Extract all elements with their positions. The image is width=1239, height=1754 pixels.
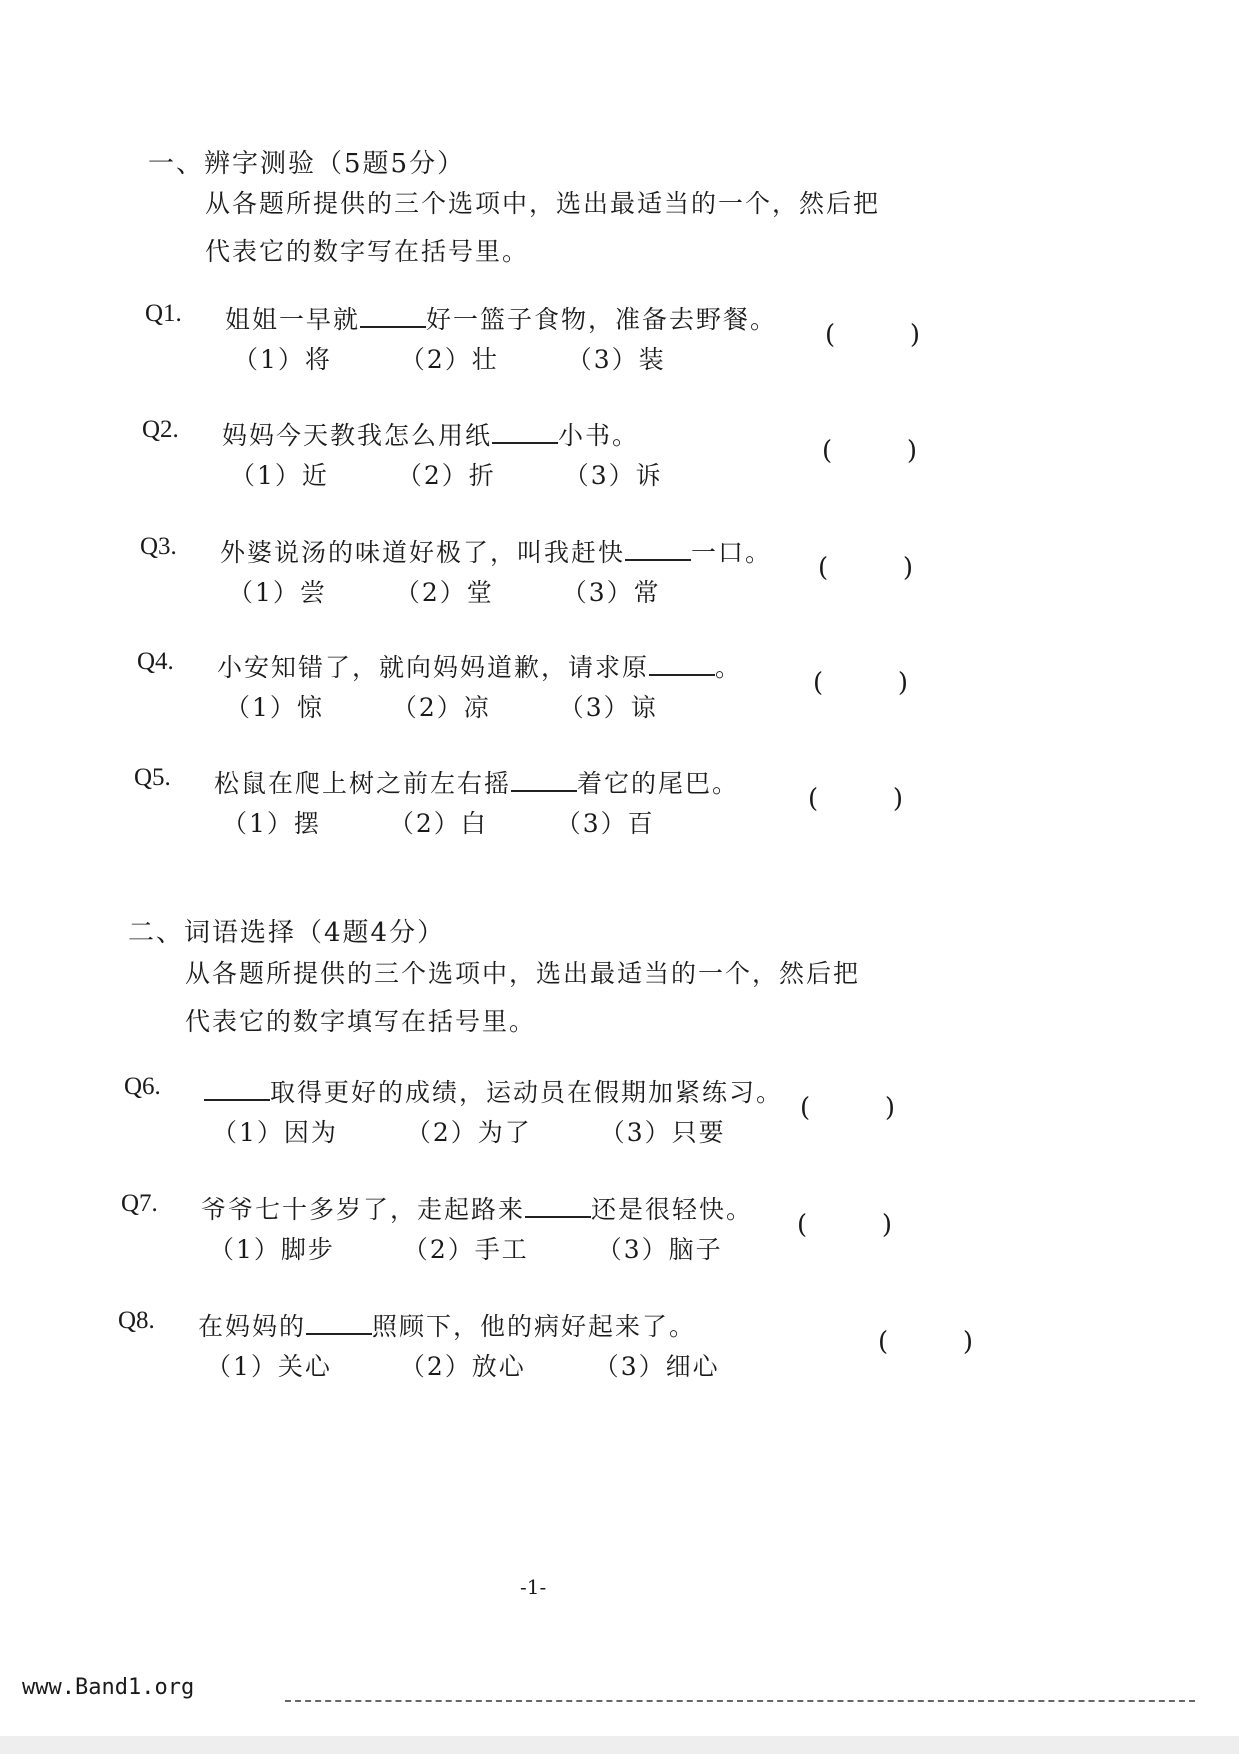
answer-parentheses[interactable]: ( ) — [822, 436, 917, 466]
option: （2）手工 — [402, 1235, 529, 1264]
scan-edge — [0, 1736, 1239, 1754]
answer-blank — [204, 1077, 270, 1101]
answer-parentheses[interactable]: ( ) — [808, 784, 903, 814]
option: （3）诉 — [563, 461, 663, 490]
option: （2）凉 — [391, 693, 491, 722]
question-q1 — [145, 300, 1045, 390]
option: （2）白 — [388, 809, 488, 838]
options — [212, 1113, 786, 1149]
option: （1）关心 — [206, 1352, 332, 1381]
question-number: Q8. — [118, 1307, 155, 1334]
question-q6 — [124, 1073, 1024, 1163]
question-number: Q1. — [145, 300, 182, 327]
option: （2）堂 — [394, 578, 494, 607]
option: （3）谅 — [558, 693, 658, 722]
answer-parentheses[interactable]: ( ) — [825, 320, 920, 350]
option: （3）装 — [566, 345, 666, 374]
question-text: 爷爷七十多岁了，走起路来 还是很轻快。 — [201, 1195, 754, 1224]
instruction-line: 代表它的数字填写在括号里。 — [185, 1007, 537, 1036]
question-number: Q2. — [142, 416, 179, 443]
answer-parentheses[interactable]: ( ) — [797, 1210, 892, 1240]
question-number: Q6. — [124, 1073, 161, 1100]
option: （2）为了 — [405, 1118, 532, 1147]
answer-parentheses[interactable]: ( ) — [818, 553, 913, 583]
question-number: Q4. — [137, 648, 174, 675]
answer-blank — [492, 420, 558, 444]
question-q7 — [121, 1190, 1021, 1280]
option: （1）近 — [230, 461, 329, 490]
question-text: 妈妈今天教我怎么用纸 小书。 — [222, 421, 640, 450]
options — [222, 804, 715, 840]
question-number: Q3. — [140, 533, 177, 560]
answer-parentheses[interactable]: ( ) — [800, 1093, 895, 1123]
question-text: 姐姐一早就 好一篮子食物，准备去野餐。 — [225, 305, 778, 334]
footer-divider — [285, 1700, 1195, 1702]
option: （3）只要 — [599, 1118, 726, 1147]
question-text: 在妈妈的 照顾下，他的病好起来了。 — [198, 1312, 697, 1341]
section1-title: 一、辨字测验（5题5分） — [148, 149, 466, 179]
option: （3）常 — [561, 578, 661, 607]
question-q8 — [118, 1307, 1018, 1397]
answer-blank — [306, 1311, 372, 1335]
page-number: -1- — [520, 1575, 547, 1599]
section1-instruction — [205, 180, 880, 276]
question-q3 — [140, 533, 1040, 623]
option: （2）壮 — [399, 345, 499, 374]
option: （3）细心 — [593, 1352, 720, 1381]
options — [209, 1230, 783, 1266]
question-text: 小安知错了，就向妈妈道歉，请求原 。 — [217, 653, 743, 682]
question-q5 — [134, 764, 1034, 854]
options — [230, 456, 723, 492]
option: （1）脚步 — [209, 1235, 335, 1264]
section2-title: 二、词语选择（4题4分） — [128, 918, 446, 948]
option: （1）尝 — [228, 578, 327, 607]
instruction-line: 代表它的数字写在括号里。 — [205, 237, 530, 266]
answer-parentheses[interactable]: ( ) — [878, 1327, 973, 1357]
question-text: 外婆说汤的味道好极了，叫我赶快 一口。 — [220, 538, 773, 567]
option: （1）因为 — [212, 1118, 338, 1147]
answer-blank — [525, 1194, 591, 1218]
question-text: 松鼠在爬上树之前左右摇 着它的尾巴。 — [214, 769, 740, 798]
instruction-line: 从各题所提供的三个选项中，选出最适当的一个，然后把 — [205, 189, 881, 218]
question-number: Q5. — [134, 764, 171, 791]
options — [228, 573, 721, 609]
answer-blank — [511, 768, 577, 792]
option: （1）将 — [233, 345, 332, 374]
option: （1）摆 — [222, 809, 321, 838]
question-number: Q7. — [121, 1190, 158, 1217]
option: （1）惊 — [225, 693, 324, 722]
answer-blank — [649, 652, 715, 676]
question-q4 — [137, 648, 1037, 738]
instruction-line: 从各题所提供的三个选项中，选出最适当的一个，然后把 — [185, 959, 861, 988]
answer-blank — [625, 537, 691, 561]
options — [225, 688, 718, 724]
answer-parentheses[interactable]: ( ) — [813, 668, 908, 698]
footer-url: www.Band1.org — [22, 1675, 195, 1700]
options — [206, 1347, 780, 1383]
answer-blank — [360, 304, 426, 328]
option: （3）脑子 — [596, 1235, 723, 1264]
question-q2 — [142, 416, 1042, 506]
option: （2）折 — [396, 461, 496, 490]
option: （2）放心 — [399, 1352, 526, 1381]
options — [233, 340, 726, 376]
question-text: 取得更好的成绩，运动员在假期加紧练习。 — [204, 1073, 783, 1109]
section2-instruction — [185, 950, 860, 1046]
option: （3）百 — [555, 809, 655, 838]
